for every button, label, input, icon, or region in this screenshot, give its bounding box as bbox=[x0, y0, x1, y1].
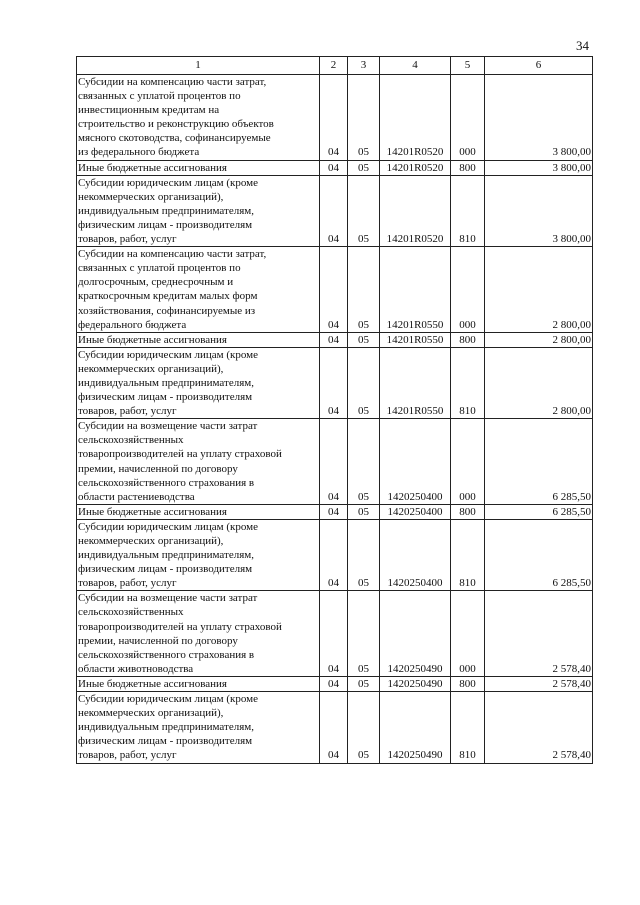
description-line: товаропроизводителей на уплату страховой bbox=[78, 448, 282, 461]
description-line: индивидуальным предпринимателям, bbox=[78, 549, 254, 562]
target-article-code: 1420250490 bbox=[380, 692, 451, 763]
description-line: краткосрочным кредитам малых форм bbox=[78, 290, 258, 303]
expense-type-code: 810 bbox=[451, 519, 485, 590]
table-body bbox=[77, 75, 593, 764]
section-code: 04 bbox=[320, 419, 348, 505]
expense-type-code: 800 bbox=[451, 332, 485, 347]
header-col-4: 4 bbox=[380, 57, 451, 75]
section-code: 04 bbox=[320, 175, 348, 246]
row-description bbox=[77, 347, 320, 418]
row-description bbox=[77, 676, 320, 691]
description-line: индивидуальным предпринимателям, bbox=[78, 721, 254, 734]
description-line: товаров, работ, услуг bbox=[78, 749, 177, 762]
table-row bbox=[77, 332, 593, 347]
header-col-3: 3 bbox=[348, 57, 380, 75]
description-line: долгосрочным, среднесрочным и bbox=[78, 276, 234, 289]
subsection-code: 05 bbox=[348, 692, 380, 763]
subsection-code: 05 bbox=[348, 419, 380, 505]
section-code: 04 bbox=[320, 692, 348, 763]
description-line: хозяйствования, софинансируемые из bbox=[78, 304, 256, 317]
expense-type-code: 000 bbox=[451, 75, 485, 161]
table-row bbox=[77, 519, 593, 590]
subsection-code: 05 bbox=[348, 676, 380, 691]
description-line: области животноводства bbox=[78, 662, 194, 675]
row-description bbox=[77, 591, 320, 677]
amount: 2 578,40 bbox=[485, 676, 593, 691]
row-description bbox=[77, 692, 320, 763]
description-line: сельскохозяйственного страхования в bbox=[78, 476, 255, 489]
description-line: некоммерческих организаций), bbox=[78, 362, 224, 375]
expense-type-code: 810 bbox=[451, 175, 485, 246]
subsection-code: 05 bbox=[348, 332, 380, 347]
description-line: индивидуальным предпринимателям, bbox=[78, 376, 254, 389]
target-article-code: 1420250490 bbox=[380, 676, 451, 691]
budget-table bbox=[76, 56, 593, 764]
target-article-code: 14201R0520 bbox=[380, 160, 451, 175]
description-line: Субсидии на компенсацию части затрат, bbox=[78, 248, 267, 261]
amount: 3 800,00 bbox=[485, 175, 593, 246]
description-line: премии, начисленной по договору bbox=[78, 634, 238, 647]
target-article-code: 1420250490 bbox=[380, 591, 451, 677]
expense-type-code: 800 bbox=[451, 676, 485, 691]
table-row bbox=[77, 247, 593, 333]
subsection-code: 05 bbox=[348, 175, 380, 246]
amount: 2 800,00 bbox=[485, 347, 593, 418]
description-line: инвестиционным кредитам на bbox=[78, 104, 220, 117]
description-line: Иные бюджетные ассигнования bbox=[78, 333, 227, 346]
table-header bbox=[77, 57, 593, 75]
description-line: Субсидии на возмещение части затрат bbox=[78, 592, 258, 605]
amount: 2 578,40 bbox=[485, 692, 593, 763]
section-code: 04 bbox=[320, 347, 348, 418]
description-line: из федерального бюджета bbox=[78, 146, 200, 159]
row-description bbox=[77, 504, 320, 519]
subsection-code: 05 bbox=[348, 504, 380, 519]
description-line: сельскохозяйственных bbox=[78, 606, 184, 619]
description-line: физическим лицам - производителям bbox=[78, 218, 253, 231]
table-row bbox=[77, 504, 593, 519]
row-description bbox=[77, 519, 320, 590]
amount: 3 800,00 bbox=[485, 75, 593, 161]
row-description bbox=[77, 160, 320, 175]
description-line: федерального бюджета bbox=[78, 318, 187, 331]
section-code: 04 bbox=[320, 160, 348, 175]
table-row bbox=[77, 175, 593, 246]
amount: 6 285,50 bbox=[485, 419, 593, 505]
header-col-6: 6 bbox=[485, 57, 593, 75]
header-row bbox=[77, 57, 593, 75]
expense-type-code: 800 bbox=[451, 160, 485, 175]
section-code: 04 bbox=[320, 591, 348, 677]
expense-type-code: 000 bbox=[451, 419, 485, 505]
table-row bbox=[77, 676, 593, 691]
table-row bbox=[77, 160, 593, 175]
description-line: Иные бюджетные ассигнования bbox=[78, 677, 227, 690]
description-line: некоммерческих организаций), bbox=[78, 190, 224, 203]
table-row bbox=[77, 75, 593, 161]
section-code: 04 bbox=[320, 247, 348, 333]
subsection-code: 05 bbox=[348, 160, 380, 175]
section-code: 04 bbox=[320, 75, 348, 161]
page-number: 34 bbox=[576, 38, 589, 53]
description-line: Субсидии юридическим лицам (кроме bbox=[78, 693, 259, 706]
section-code: 04 bbox=[320, 519, 348, 590]
subsection-code: 05 bbox=[348, 347, 380, 418]
description-line: товаров, работ, услуг bbox=[78, 577, 177, 590]
description-line: Субсидии юридическим лицам (кроме bbox=[78, 520, 259, 533]
expense-type-code: 000 bbox=[451, 247, 485, 333]
description-line: физическим лицам - производителям bbox=[78, 391, 253, 404]
target-article-code: 1420250400 bbox=[380, 519, 451, 590]
target-article-code: 14201R0550 bbox=[380, 247, 451, 333]
target-article-code: 1420250400 bbox=[380, 419, 451, 505]
target-article-code: 14201R0550 bbox=[380, 332, 451, 347]
target-article-code: 14201R0550 bbox=[380, 347, 451, 418]
description-line: Иные бюджетные ассигнования bbox=[78, 505, 227, 518]
description-line: сельскохозяйственных bbox=[78, 434, 184, 447]
description-line: Субсидии юридическим лицам (кроме bbox=[78, 176, 259, 189]
description-line: физическим лицам - производителям bbox=[78, 735, 253, 748]
expense-type-code: 810 bbox=[451, 692, 485, 763]
description-line: Субсидии на компенсацию части затрат, bbox=[78, 76, 267, 88]
subsection-code: 05 bbox=[348, 75, 380, 161]
expense-type-code: 810 bbox=[451, 347, 485, 418]
row-description bbox=[77, 175, 320, 246]
subsection-code: 05 bbox=[348, 247, 380, 333]
amount: 6 285,50 bbox=[485, 504, 593, 519]
row-description bbox=[77, 419, 320, 505]
description-line: строительство и реконструкцию объектов bbox=[78, 118, 274, 131]
description-line: сельскохозяйственного страхования в bbox=[78, 648, 255, 661]
table-row bbox=[77, 692, 593, 763]
section-code: 04 bbox=[320, 676, 348, 691]
row-description bbox=[77, 75, 320, 161]
section-code: 04 bbox=[320, 332, 348, 347]
amount: 6 285,50 bbox=[485, 519, 593, 590]
header-col-1: 1 bbox=[77, 57, 320, 75]
description-line: премии, начисленной по договору bbox=[78, 462, 238, 475]
description-line: мясного скотоводства, софинансируемые bbox=[78, 132, 271, 145]
subsection-code: 05 bbox=[348, 591, 380, 677]
row-description bbox=[77, 332, 320, 347]
description-line: связанных с уплатой процентов по bbox=[78, 262, 241, 275]
row-description bbox=[77, 247, 320, 333]
description-line: физическим лицам - производителям bbox=[78, 563, 253, 576]
expense-type-code: 000 bbox=[451, 591, 485, 677]
table-row bbox=[77, 419, 593, 505]
amount: 3 800,00 bbox=[485, 160, 593, 175]
header-col-2: 2 bbox=[320, 57, 348, 75]
amount: 2 578,40 bbox=[485, 591, 593, 677]
amount: 2 800,00 bbox=[485, 332, 593, 347]
subsection-code: 05 bbox=[348, 519, 380, 590]
table-row bbox=[77, 347, 593, 418]
description-line: связанных с уплатой процентов по bbox=[78, 90, 241, 103]
header-col-5: 5 bbox=[451, 57, 485, 75]
description-line: товаров, работ, услуг bbox=[78, 405, 177, 418]
description-line: Иные бюджетные ассигнования bbox=[78, 161, 227, 174]
table-row bbox=[77, 591, 593, 677]
description-line: некоммерческих организаций), bbox=[78, 535, 224, 547]
description-line: товаров, работ, услуг bbox=[78, 233, 177, 246]
description-line: некоммерческих организаций), bbox=[78, 707, 224, 720]
description-line: Субсидии на возмещение части затрат bbox=[78, 420, 258, 433]
target-article-code: 14201R0520 bbox=[380, 75, 451, 161]
amount: 2 800,00 bbox=[485, 247, 593, 333]
description-line: области растениеводства bbox=[78, 490, 195, 503]
section-code: 04 bbox=[320, 504, 348, 519]
target-article-code: 1420250400 bbox=[380, 504, 451, 519]
description-line: индивидуальным предпринимателям, bbox=[78, 204, 254, 217]
expense-type-code: 800 bbox=[451, 504, 485, 519]
target-article-code: 14201R0520 bbox=[380, 175, 451, 246]
description-line: Субсидии юридическим лицам (кроме bbox=[78, 348, 259, 361]
description-line: товаропроизводителей на уплату страховой bbox=[78, 620, 282, 633]
